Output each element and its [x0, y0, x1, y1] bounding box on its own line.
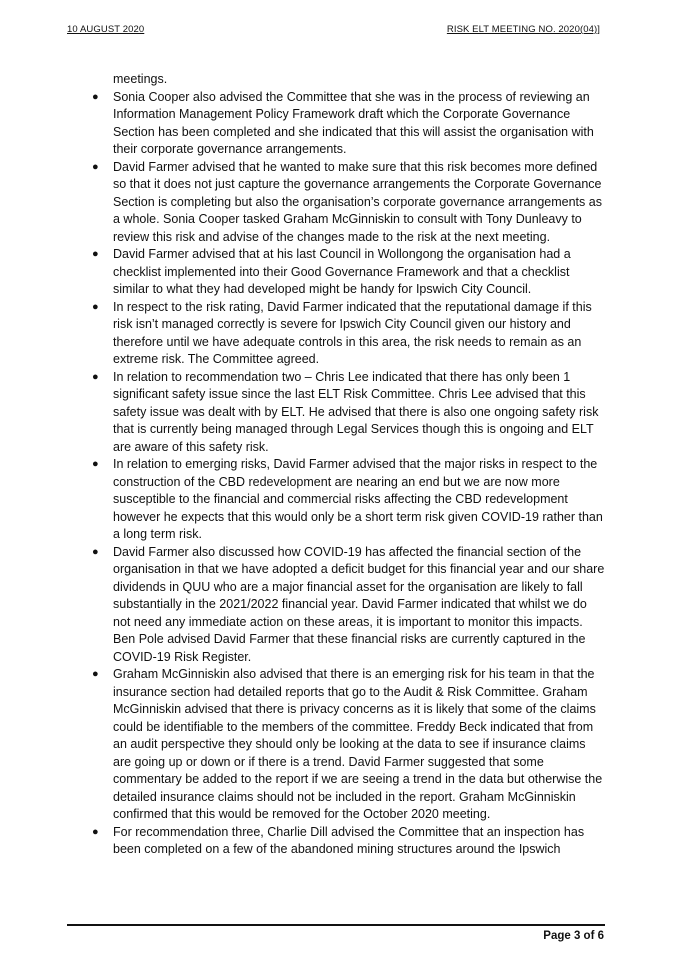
bullet-icon: ●: [92, 248, 99, 260]
list-item-text: David Farmer advised that at his last Council in Wollongong the organisation had a checklist implemented into their Good Governance Framework and that a checklist similar to what they had developed might be handy for Ipswich City Council.: [113, 247, 571, 296]
list-item-text: In relation to recommendation two – Chris Lee indicated that there has only been 1 significant safety issue since the last ELT Risk Committee. Chris Lee advised that this safety issue was dealt with by ELT. He advised that there is also one ongoing safety risk that is currently being managed through Legal Services though this is ongoing and ELT are aware of this safety risk.: [113, 369, 599, 454]
list-item: [90, 544, 605, 667]
list-item-text: Graham McGinniskin also advised that there is an emerging risk for his team in that the insurance section had detailed reports that go to the Audit & Risk Committee. Graham McGinniskin advised that there is privacy concerns as it is likely that some of the claims could be identifiable to the members of the committee. Freddy Beck indicated that from an audit perspective they should only be looking at the data to see if insurance claims are going up or down or if there is a trend. David Farmer suggested that some commentary be added to the report if we are seeing a trend in the data but otherwise the detailed insurance claims should not be included in the report. Graham McGinniskin confirmed that this would be removed for the October 2020 meeting.: [113, 667, 603, 821]
bullet-icon: ●: [92, 458, 99, 470]
list-item: [90, 824, 605, 859]
page-number: Page 3 of 6: [543, 930, 604, 942]
continuation-text: meetings.: [113, 72, 168, 86]
bullet-icon: ●: [92, 300, 99, 313]
bullet-icon: ●: [92, 90, 99, 103]
list-item-text: In relation to emerging risks, David Farmer advised that the major risks in respect to the construction of the CBD redevelopment are nearing an end but we are now more susceptible to the financial and commercial risks affecting the CBD redevelopment however he expects that this would only be a short term risk given COVID-19 rather than a long term risk.: [113, 457, 603, 541]
list-item-text: David Farmer also discussed how COVID-19 has affected the financial section of the organisation in that we have adopted a deficit budget for this financial year and our share dividends in QUU who are a major financial asset for the organisation are likely to fall substantially in the 2021/2022 financial year. David Farmer indicated that whilst we do not need any immediate action on these areas, it is important to monitor this impacts. Ben Pole advised David Farmer that these financial risks are currently captured in the COVID-19 Risk Register.: [113, 544, 605, 664]
list-item-text: In respect to the risk rating, David Farmer indicated that the reputational damage if this risk isn’t managed correctly is severe for Ipswich City Council given our history and therefore until we have adequate controls in this area, the risk needs to remain as an extreme risk. The Committee agreed.: [113, 299, 592, 366]
list-item: [90, 299, 605, 369]
list-item: [90, 246, 605, 299]
bullet-icon: ●: [92, 545, 99, 558]
page-header: [67, 24, 600, 38]
list-item-text: For recommendation three, Charlie Dill advised the Committee that an inspection has been completed on a few of the abandoned mining structures around the Ipswich: [113, 824, 585, 856]
document-body: [90, 71, 605, 859]
bullet-icon: ●: [92, 370, 99, 383]
bullet-icon: ●: [92, 825, 99, 838]
bullet-list: [90, 89, 605, 859]
list-item: [90, 369, 605, 457]
list-item: [90, 666, 605, 824]
list-item-text: David Farmer advised that he wanted to make sure that this risk becomes more defined so that it does not just capture the governance arrangements the Corporate Governance Section is completing but also the organisation’s corporate governance arrangements as a whole. Sonia Cooper tasked Graham McGinniskin to consult with Tony Dunleavy to review this risk and advise of the changes made to the risk at the next meeting.: [113, 159, 602, 244]
list-item: [90, 159, 605, 247]
list-item-text: Sonia Cooper also advised the Committee that she was in the process of reviewing an Information Management Policy Framework draft which the Corporate Governance Section has been completed and she indicated that this will assist the organisation with their corporate governance arrangements.: [113, 89, 594, 156]
header-date: 10 AUGUST 2020: [67, 24, 145, 35]
header-meeting-reference: RISK ELT MEETING NO. 2020(04)]: [446, 24, 600, 35]
list-item: [90, 89, 605, 159]
footer-divider: [67, 924, 605, 926]
bullet-icon: ●: [92, 160, 99, 173]
list-item: [90, 456, 605, 544]
bullet-icon: ●: [92, 668, 99, 680]
